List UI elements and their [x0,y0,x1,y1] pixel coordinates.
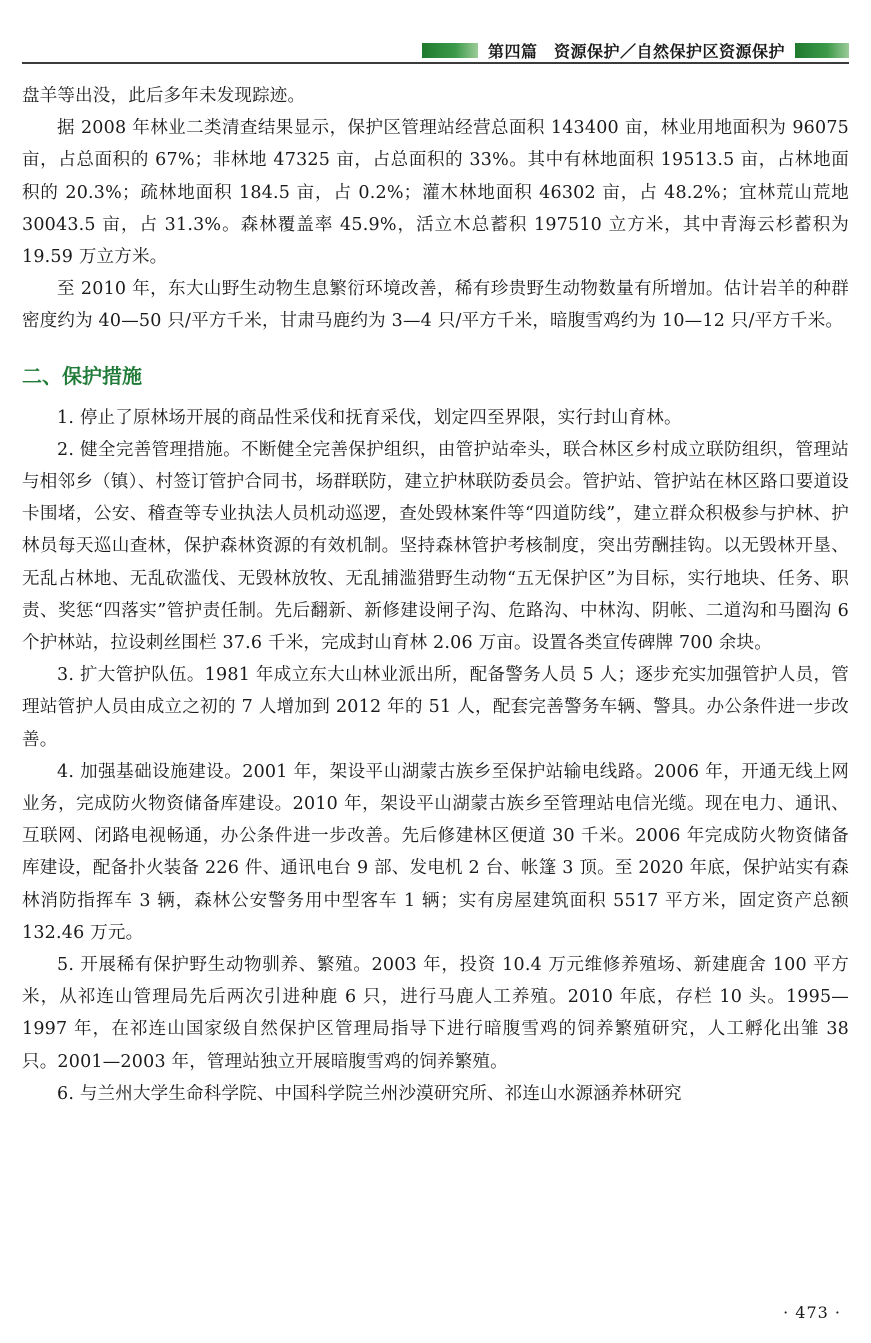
header-decoration-bar-right [795,43,849,58]
continuation-paragraph: 盘羊等出没，此后多年未发现踪迹。 [22,86,306,106]
page-header [22,38,849,64]
measure-item-4: 4. 加强基础设施建设。2001 年，架设平山湖蒙古族乡至保护站输电线路。2006 年，开通无线上网业务，完成防火物资储备库建设。2010 年，架设平山湖蒙古族乡至管理站电信光缆。现在电力、通讯、互联网、闭路电视畅通，办公条件进一步改善。先后修建林区便道 30 千米。2006 年完成防火物资储备库建设，配备扑火装备 226 件、通讯电台 9 部、发电机 2 台、帐篷 3 顶。至 2020 年底，保护站实有森林消防指挥车 3 辆，森林公安警务用中型客车 1 辆；实有房屋建筑面积 5517 平方米，固定资产总额 132.46 万元。 [22,761,849,943]
header-decoration-bar-left [422,43,478,58]
running-header-title: 第四篇 资源保护／自然保护区资源保护 [487,41,785,61]
measure-item-5: 5. 开展稀有保护野生动物驯养、繁殖。2003 年，投资 10.4 万元维修养殖场、新建鹿舍 100 平方米，从祁连山管理局先后两次引进种鹿 6 只，进行马鹿人工养殖。2010 年底，存栏 10 头。1995—1997 年，在祁连山国家级自然保护区管理局指导下进行暗腹雪鸡的饲养繁殖研究，人工孵化出雏 38 只。2001—2003 年，管理站独立开展暗腹雪鸡的饲养繁殖。 [22,955,849,1072]
page-body [22,80,849,1110]
measure-item-6: 6. 与兰州大学生命科学院、中国科学院兰州沙漠研究所、祁连山水源涵养林研究 [57,1083,682,1104]
measure-item-2: 2. 健全完善管理措施。不断健全完善保护组织，由管护站牵头，联合林区乡村成立联防组织，管理站与相邻乡（镇）、村签订管护合同书，场群联防，建立护林联防委员会。管护站、管护站在林区路口要道设卡围堵，公安、稽查等专业执法人员机动巡逻，查处毁林案件等“四道防线”，建立群众积极参与护林、护林员每天巡山查林，保护森林资源的有效机制。坚持森林管护考核制度，突出劳酬挂钩。以无毁林开垦、无乱占林地、无乱砍滥伐、无毁林放牧、无乱捕滥猎野生动物“五无保护区”为目标，实行地块、任务、职责、奖惩“四落实”管护责任制。先后翻新、新修建设闸子沟、危路沟、中林沟、阴帐、二道沟和马圈沟 6 个护林站，拉设刺丝围栏 37.6 千米，完成封山育林 2.06 万亩。设置各类宣传碑牌 700 余块。 [22,439,849,654]
measure-item-3: 3. 扩大管护队伍。1981 年成立东大山林业派出所，配备警务人员 5 人；逐步充实加强管护人员，管理站管护人员由成立之初的 7 人增加到 2012 年的 51 人，配套完善警务车辆、警具。办公条件进一步改善。 [22,665,849,750]
forest-survey-paragraph: 据 2008 年林业二类清查结果显示，保护区管理站经营总面积 143400 亩，林业用地面积为 96075 亩，占总面积的 67%；非林地 47325 亩，占总面积的 33%。其中有林地面积 19513.5 亩，占林地面积的 20.3%；疏林地面积 184.5 亩，占 0.2%；灌木林地面积 46302 亩，占 48.2%；宜林荒山荒地 30043.5 亩，占 31.3%。森林覆盖率 45.9%，活立木总蓄积 197510 立方米，其中青海云杉蓄积为 19.59 万立方米。 [22,118,849,268]
measure-item-1: 1. 停止了原林场开展的商品性采伐和抚育采伐，划定四至界限，实行封山育林。 [57,407,682,428]
section-heading: 二、保护措施 [22,363,142,388]
wildlife-population-paragraph: 至 2010 年，东大山野生动物生息繁衍环境改善，稀有珍贵野生动物数量有所增加。估计岩羊的种群密度约为 40—50 只/平方千米，甘肃马鹿约为 3—4 只/平方千米，暗腹雪鸡约为 10—12 只/平方千米。 [22,279,849,332]
page-number: · 473 · [783,1303,841,1322]
